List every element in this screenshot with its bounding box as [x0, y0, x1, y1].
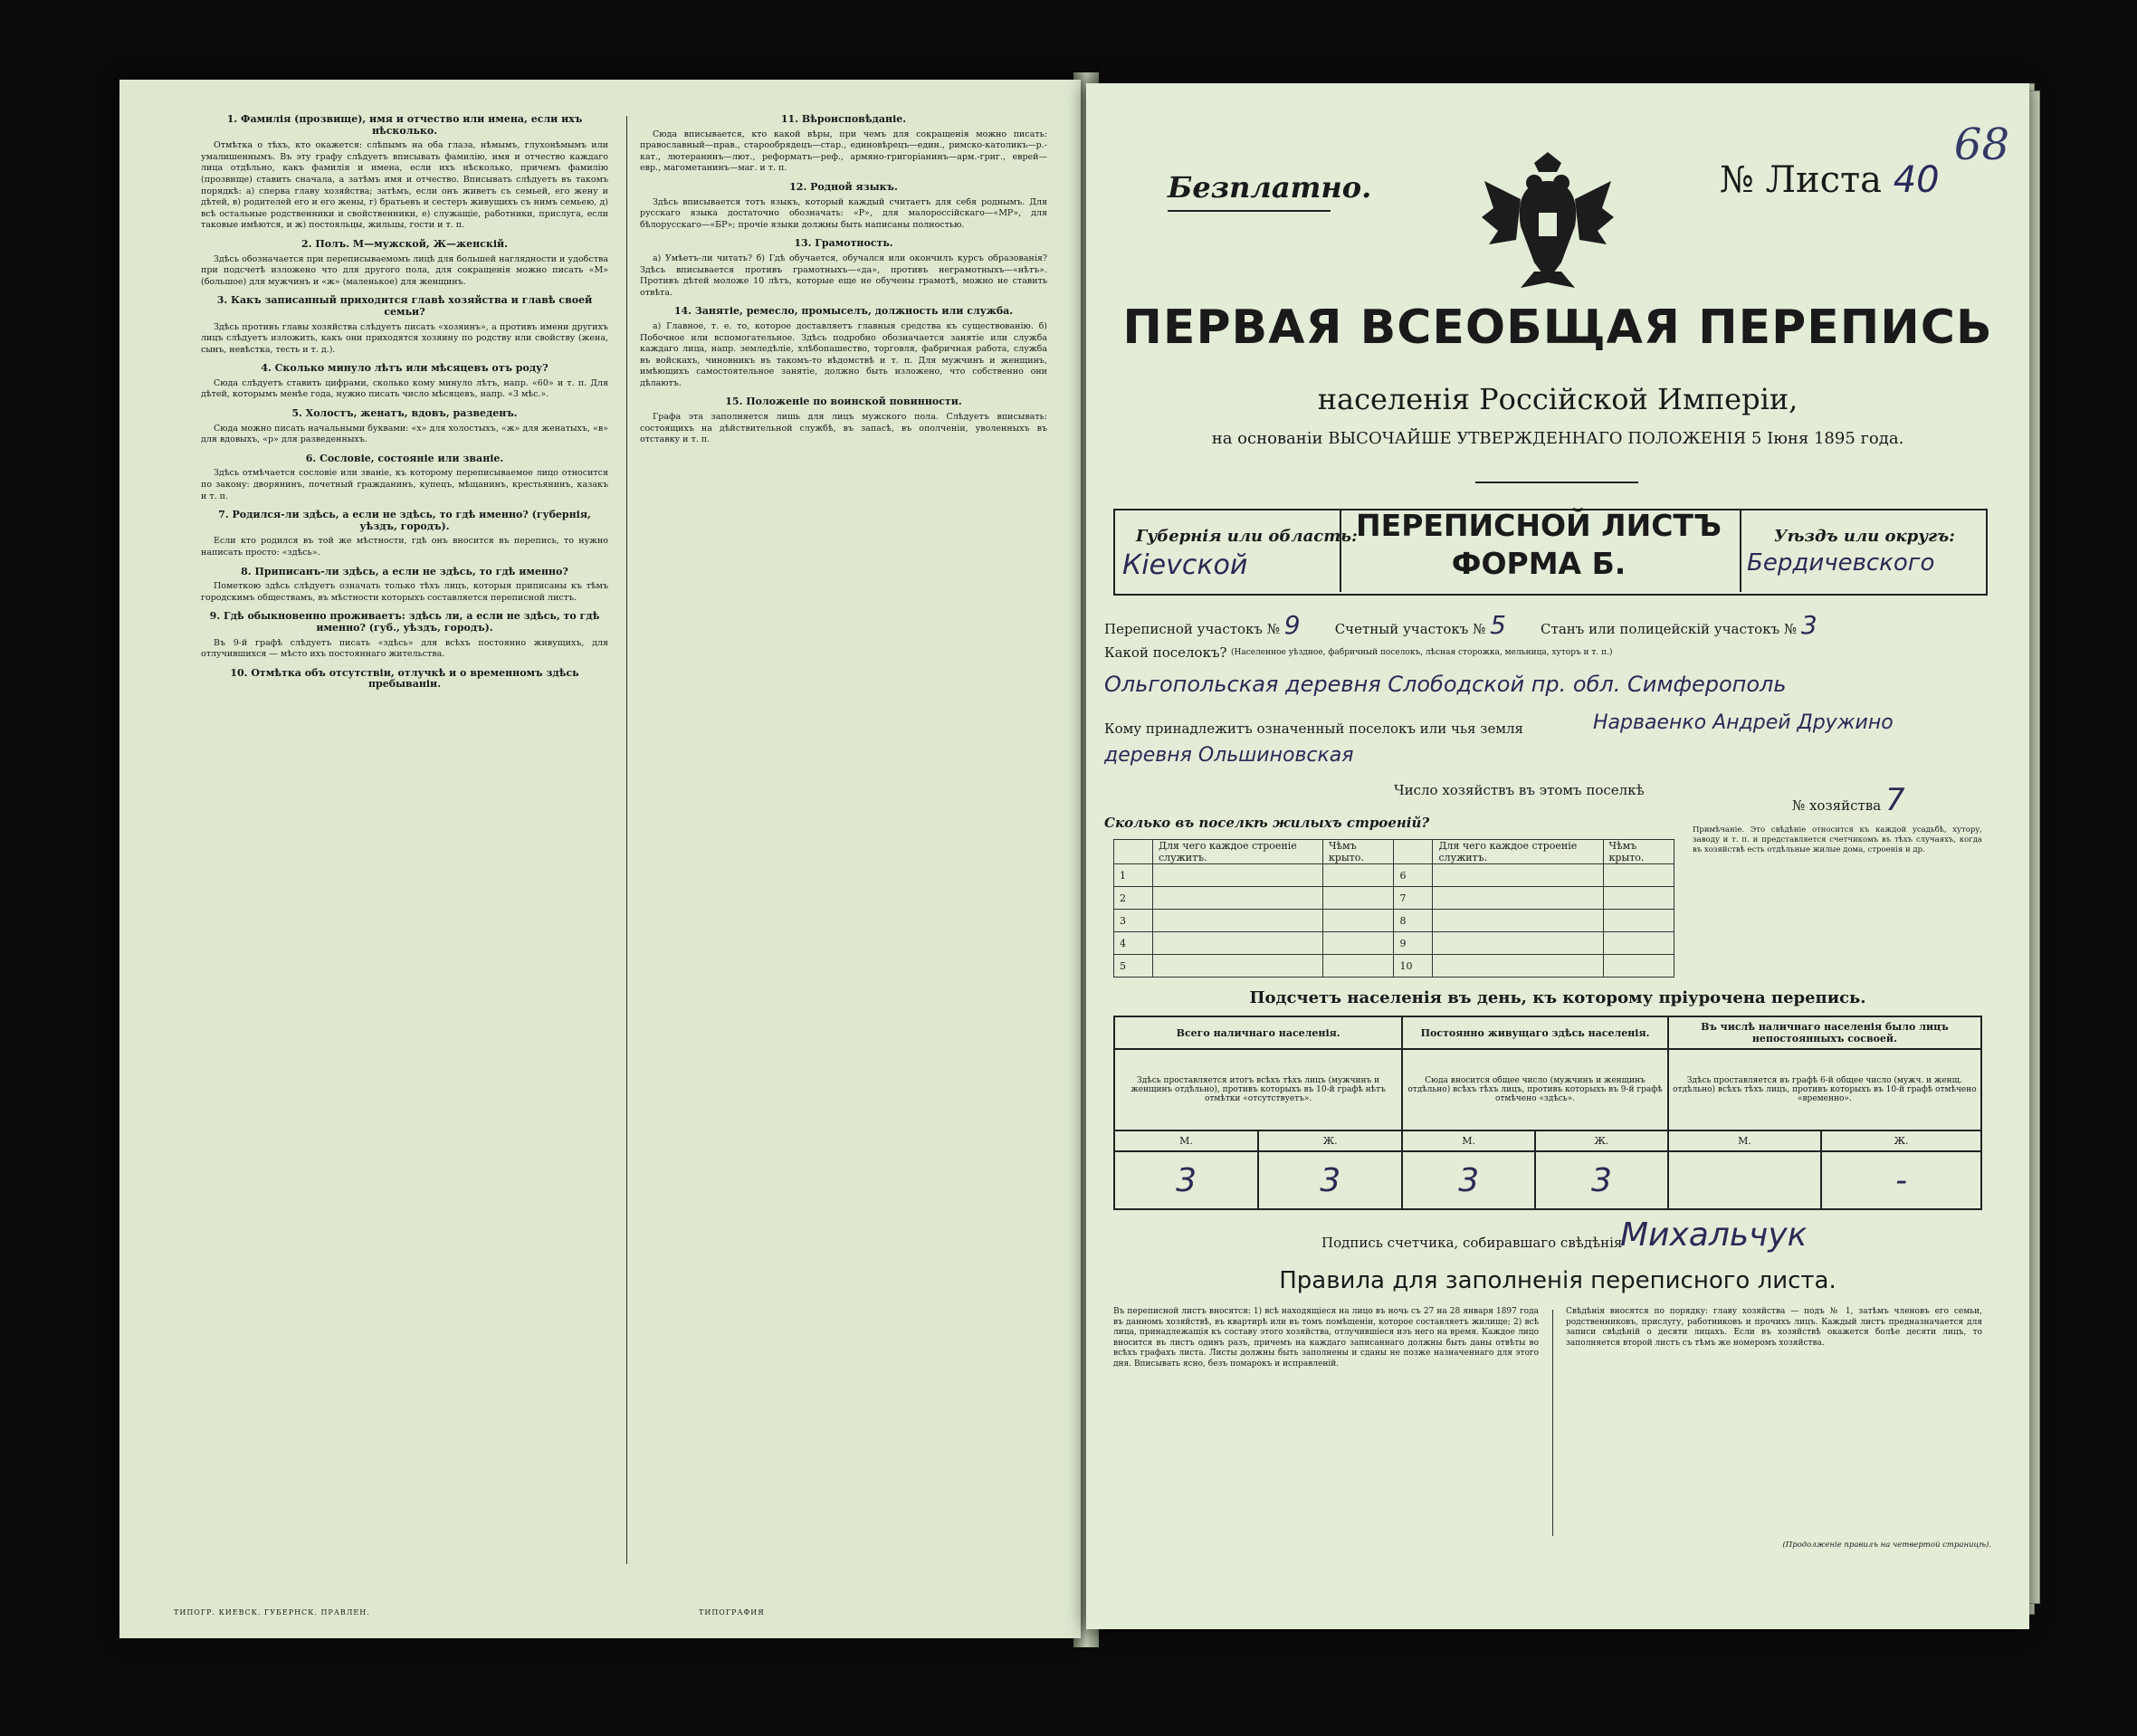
table-row [1114, 910, 1674, 932]
section-title: 11. Вѣроисповѣданіе. [780, 113, 907, 125]
instructions-column-1 [201, 107, 608, 1573]
section-text: Пометкою здѣсь слѣдуетъ означать только тѣхъ лицъ, которыя приписаны къ тѣмъ городскимъ обществамъ, въ мѣстности которыхъ составляется переписной листъ. [201, 581, 608, 603]
row-number: 7 [1394, 887, 1433, 910]
household-number-label: № хозяйства [1792, 797, 1882, 814]
buildings-note: Примѣчаніе. Это свѣдѣніе относится къ каждой усадьбѣ, хутору, заводу и т. п. и представляется счетчикомъ въ тѣхъ случаяхъ, когда въ хозяйствѣ есть отдѣльные жилые дома, строенія и др. [1693, 825, 1982, 854]
gubernia-label: Губернія или область: [1136, 527, 1358, 546]
section-text: Здѣсь противъ главы хозяйства слѣдуетъ писать «хозяинъ», а противъ имени другихъ лицъ слѣдуетъ изложить, какъ они приходятся хозяину по родству или свойству (жена, сынъ, невѣстка, тесть и т. д.). [201, 321, 608, 355]
section-title: 5. Холостъ, женатъ, вдовъ, разведенъ. [291, 407, 518, 420]
sex-header: М. [1668, 1130, 1821, 1151]
section-title: 9. Гдѣ обыкновенно проживаетъ: здѣсь ли, а если не здѣсь, то гдѣ именно? (губ., уѣздъ, городъ). [209, 610, 600, 634]
table-header-row [1114, 840, 1674, 864]
printer-footer-right: ТИПОГРАФИЯ [699, 1608, 765, 1617]
count-value [1668, 1151, 1821, 1209]
owner-handwriting-2: деревня Ольшиновская [1104, 744, 1354, 767]
settlement-note: (Населенное уѣздное, фабричный поселокъ, лѣсная сторожка, мельница, хуторъ и т. п.) [1231, 648, 1613, 657]
free-underline [1168, 210, 1331, 212]
count-value: 3 [1258, 1151, 1402, 1209]
sheet-number-label: № Листа [1720, 159, 1882, 201]
sheet-number [1720, 159, 1940, 201]
section-title: 7. Родился-ли здѣсь, а если не здѣсь, то гдѣ именно? (губернія, уѣздъ, городъ). [218, 509, 591, 532]
household-number-value: 7 [1884, 782, 1905, 818]
table-row [1114, 1130, 1981, 1151]
sex-header: Ж. [1821, 1130, 1981, 1151]
right-page-census-form [1086, 83, 2029, 1629]
rules-divider [1552, 1310, 1553, 1536]
buildings-label: Сколько въ поселкѣ жилыхъ строеній? [1104, 815, 1430, 831]
row-number: 9 [1394, 932, 1433, 955]
form-title: ПЕРВАЯ ВСЕОБЩАЯ ПЕРЕПИСЬ [1122, 300, 1993, 355]
table-header: Въ числѣ наличнаго населенія было лицъ непостоянныхъ сосвоей. [1668, 1016, 1981, 1049]
title-rule [1475, 482, 1638, 483]
section-text: Въ 9-й графѣ слѣдуетъ писать «здѣсь» для всѣхъ постоянно живущихъ, для отлучившихся — мѣсто ихъ постояннаго жительства. [201, 637, 608, 660]
section-text: Здѣсь обозначается при переписываемомъ лицѣ для большей наглядности и удобства при подсчетѣ изложено что для другого пола, для сокращенія можно писать «М» (большое) для мужчинъ и «ж» (маленькое) для женщинъ. [201, 253, 608, 287]
population-count-table [1113, 1016, 1982, 1210]
sex-header: М. [1402, 1130, 1535, 1151]
form-subtitle: населенія Россійской Имперіи, [1317, 382, 1798, 416]
uezd-value: Бердичевского [1747, 549, 1935, 577]
free-label: Безплатно. [1168, 170, 1372, 205]
form-legal-basis: на основаніи ВЫСОЧАЙШЕ УТВЕРЖДЕННАГО ПОЛОЖЕНІЯ 5 Іюня 1895 года. [1211, 429, 1904, 448]
count-value: 3 [1402, 1151, 1535, 1209]
police-value: 3 [1800, 610, 1817, 640]
rules-column-1: Въ переписной листъ вносятся: 1) всѣ находящіеся на лицо въ ночь съ 27 на 28 января 1897 года въ данномъ хозяйствѣ, въ квартирѣ или въ томъ помѣщеніи, которое составляетъ жилище; 2) всѣ лица, принадлежащія къ составу этого хозяйства, отлучившіеся изъ него на время. Каждое лицо вносится въ листъ одинъ разъ, причемъ на каждаго записаннаго должны быть даны отвѣты во всѣхъ графахъ листа. Листы должны быть заполнены и сданы не позже назначеннаго для этого дня. Вписывать ясно, безъ помарокъ и исправленій. [1113, 1307, 1539, 1369]
section-title: 4. Сколько минуло лѣтъ или мѣсяцевъ отъ роду? [261, 362, 549, 375]
sheet-number-value: 40 [1893, 159, 1940, 201]
row-number: 3 [1114, 910, 1153, 932]
section-text: Если кто родился въ той же мѣстности, гдѣ онъ вносится въ перепись, то нужно написать просто: «здѣсь». [201, 536, 608, 558]
signature-label: Подпись счетчика, собиравшаго свѣдѣнія [1321, 1235, 1623, 1251]
table-row [1114, 864, 1674, 887]
column-description: Сюда вносится общее число (мужчинъ и женщинъ отдѣльно) всѣхъ тѣхъ лицъ, противъ которыхъ въ 9-й графѣ отмѣчено «здѣсь». [1402, 1049, 1667, 1130]
settlement-label: Какой поселокъ? [1104, 644, 1227, 661]
rules-title: Правила для заполненія переписного листа. [1279, 1267, 1836, 1294]
sex-header: Ж. [1258, 1130, 1402, 1151]
uezd-label: Уѣздъ или округъ: [1774, 527, 1955, 546]
section-title: 15. Положеніе по воинской повинности. [725, 396, 962, 408]
section-text: Сюда можно писать начальными буквами: «х» для холостыхъ, «ж» для женатыхъ, «в» для вдовыхъ, «р» для разведенныхъ. [201, 423, 608, 445]
table-row [1114, 932, 1674, 955]
owner-label: Кому принадлежитъ означенный поселокъ или чья земля [1104, 720, 1524, 737]
section-title: 14. Занятіе, ремесло, промыселъ, должность или служба. [673, 305, 1014, 318]
corner-page-number: 68 [1953, 119, 2009, 170]
count-heading: Подсчетъ населенія въ день, къ которому пріурочена перепись. [1249, 988, 1866, 1007]
row-number: 10 [1394, 955, 1433, 978]
counting-district-value: 5 [1490, 610, 1506, 640]
row-number: 2 [1114, 887, 1153, 910]
districts-line [1104, 610, 1817, 640]
table-row [1114, 955, 1674, 978]
gubernia-value: Кievской [1122, 549, 1248, 581]
left-page-instructions [119, 80, 1081, 1638]
printer-footer-left: ТИПОГР. КИЕВСК. ГУБЕРНСК. ПРАВЛЕН. [174, 1608, 370, 1617]
instructions-column-2 [640, 107, 1047, 1573]
section-text: Сюда слѣдуетъ ставить цифрами, сколько кому минуло лѣтъ, напр. «60» и т. п. Для дѣтей, которымъ менѣе года, нужно писать число мѣсяцевъ, напр. «3 мѣс.». [201, 377, 608, 400]
section-text: Отмѣтка о тѣхъ, кто окажется: слѣпымъ на оба глаза, нѣмымъ, глухонѣмымъ или умалишеннымъ. Въ эту графу слѣдуетъ вписывать фамилію, имя и отчество каждаго лица отдѣльно, какъ фамилія и имена, если ихъ нѣсколько, причемъ фамилію (прозвище) ставить сначала, а затѣмъ имя и отчество. Вписывать слѣдуетъ въ такомъ порядкѣ: а) сперва главу хозяйства; затѣмъ, если онъ живетъ съ семьей, его жену и дѣтей, в) родителей его и его жены, г) братьевъ и сестеръ живущихъ съ нимъ семьею, д) всѣ остальные родственники и свойственники, е) служащіе, работники, прислуга, если таковые имѣются, и ж) постояльцы, жильцы, гости и т. п. [201, 140, 608, 231]
row-number: 6 [1394, 864, 1433, 887]
row-number: 8 [1394, 910, 1433, 932]
section-title: 10. Отмѣтка объ отсутствіи, отлучкѣ и о временномъ здѣсь пребываніи. [230, 666, 579, 691]
column-divider [626, 116, 627, 1564]
imperial-eagle-emblem-icon [1480, 145, 1616, 290]
table-header-row [1114, 1016, 1981, 1049]
table-header: Чѣмъ крыто. [1323, 840, 1394, 864]
table-row [1114, 887, 1674, 910]
section-title: 13. Грамотность. [794, 237, 893, 250]
settlement-handwriting: Ольгопольская деревня Слободской пр. обл. Симферополь [1104, 672, 1787, 697]
table-header: Для чего каждое строеніе служитъ. [1153, 840, 1323, 864]
section-title: 8. Приписанъ-ли здѣсь, а если не здѣсь, то гдѣ именно? [241, 565, 568, 577]
section-title: 6. Сословіе, состояніе или званіе. [305, 452, 504, 464]
section-text: Графа эта заполняется лишь для лицъ мужского пола. Слѣдуетъ вписывать: состоящихъ на дѣйствительной службѣ, въ запасѣ, въ ополченіи, уволенныхъ въ отставку и т. п. [640, 412, 1047, 445]
table-row [1114, 1049, 1981, 1130]
table-header: Всего наличнаго населенія. [1114, 1016, 1402, 1049]
section-title: 3. Какъ записанный приходится главѣ хозяйства и главѣ своей семьи? [216, 294, 593, 318]
section-text: а) Умѣетъ-ли читать? б) Гдѣ обучается, обучался или окончилъ курсъ образованія? Здѣсь вписывается противъ грамотныхъ—«да», противъ неграмотныхъ—«нѣтъ». Противъ дѣтей моложе 10 лѣтъ, которые еще не обучены грамотѣ, можно не ставить отвѣта. [640, 253, 1047, 298]
continuation-note: (Продолженіе правилъ на четвертой страницѣ). [1782, 1540, 1991, 1550]
section-title: 2. Полъ. М—мужской, Ж—женскій. [301, 237, 508, 250]
table-header: Чѣмъ крыто. [1603, 840, 1674, 864]
row-number: 1 [1114, 864, 1153, 887]
sheet-title-line2: ФОРМА Б. [1451, 546, 1627, 581]
owner-handwriting: Нарваенко Андрей Дружино [1593, 711, 1894, 734]
sheet-title [1349, 507, 1729, 583]
census-district-value: 9 [1283, 610, 1301, 640]
column-description: Здѣсь проставляется въ графѣ 6-й общее число (мужч. и женщ. отдѣльно) всѣхъ тѣхъ лицъ, противъ которыхъ въ 10-й графѣ отмѣчено «временно». [1668, 1049, 1981, 1130]
sex-header: М. [1114, 1130, 1258, 1151]
rules-column-2: Свѣдѣнія вносятся по порядку: главу хозяйства — подъ № 1, затѣмъ членовъ его семьи, родственниковъ, прислугу, работниковъ и прочихъ лицъ. Каждый листъ предназначается для записи свѣдѣній о десяти лицахъ. Если въ хозяйствѣ окажется болѣе десяти лицъ, то заполняется второй листъ съ тѣмъ же номеромъ хозяйства. [1566, 1307, 1982, 1348]
section-text: а) Главное, т. е. то, которое доставляетъ главныя средства къ существованію. б) Побочное или вспомогательное. Здѣсь подробно обозначается занятіе или служба каждаго лица, напр. земледѣліе, хлѣбопашество, торговля, фабричная работа, служба въ войскахъ, чиновникъ въ такомъ-то вѣдомствѣ и т. п. Для мужчинъ и женщинъ, имѣющихъ самостоятельное занятіе, должно быть изложено, что собственно они дѣлаютъ. [640, 320, 1047, 388]
counting-district-label: Счетный участокъ № [1334, 621, 1486, 637]
police-label: Станъ или полицейскій участокъ № [1541, 621, 1798, 637]
count-value: - [1821, 1151, 1981, 1209]
sheet-title-line1: ПЕРЕПИСНОЙ ЛИСТЪ [1356, 508, 1722, 543]
buildings-table [1113, 839, 1674, 978]
column-description: Здѣсь проставляется итогъ всѣхъ тѣхъ лицъ (мужчинъ и женщинъ отдѣльно), противъ которыхъ въ 10-й графѣ нѣтъ отмѣтки «отсутствуетъ». [1114, 1049, 1402, 1130]
count-value: 3 [1535, 1151, 1668, 1209]
table-header: Для чего каждое строеніе служитъ. [1433, 840, 1603, 864]
section-text: Здѣсь вписывается тотъ языкъ, который каждый считаетъ для себя роднымъ. Для русскаго языка достаточно обозначать: «Р», для малороссійскаго—«МР», для бѣлорусскаго—«БР»; прочіе языки должны быть написаны полностью. [640, 196, 1047, 230]
row-number: 5 [1114, 955, 1153, 978]
section-text: Сюда вписывается, кто какой вѣры, при чемъ для сокращенія можно писать: православный—прав., старообрядецъ—стар., единовѣрецъ—един., римско-католикъ—р.-кат., лютеранинъ—лют., реформатъ—реф., армяно-григоріанинъ—арм.-григ., еврей—евр., магометанинъ—маг. и т. п. [640, 129, 1047, 174]
table-header: Постоянно живущаго здѣсь населенія. [1402, 1016, 1667, 1049]
households-label: Число хозяйствъ въ этомъ поселкѣ [1394, 782, 1645, 798]
sex-header: Ж. [1535, 1130, 1668, 1151]
household-number [1792, 782, 1905, 818]
section-title: 1. Фамилія (прозвище), имя и отчество или имена, если ихъ нѣсколько. [226, 113, 583, 137]
signature-value: Михальчук [1620, 1216, 1808, 1254]
census-district-label: Переписной участокъ № [1104, 621, 1280, 637]
section-text: Здѣсь отмѣчается сословіе или званіе, къ которому переписываемое лицо относится по закону: дворянинъ, почетный гражданинъ, купецъ, мѣщанинъ, крестьянинъ, казакъ и т. п. [201, 468, 608, 501]
section-title: 12. Родной языкъ. [789, 180, 898, 193]
row-number: 4 [1114, 932, 1153, 955]
count-value: 3 [1114, 1151, 1258, 1209]
table-row [1114, 1151, 1981, 1209]
